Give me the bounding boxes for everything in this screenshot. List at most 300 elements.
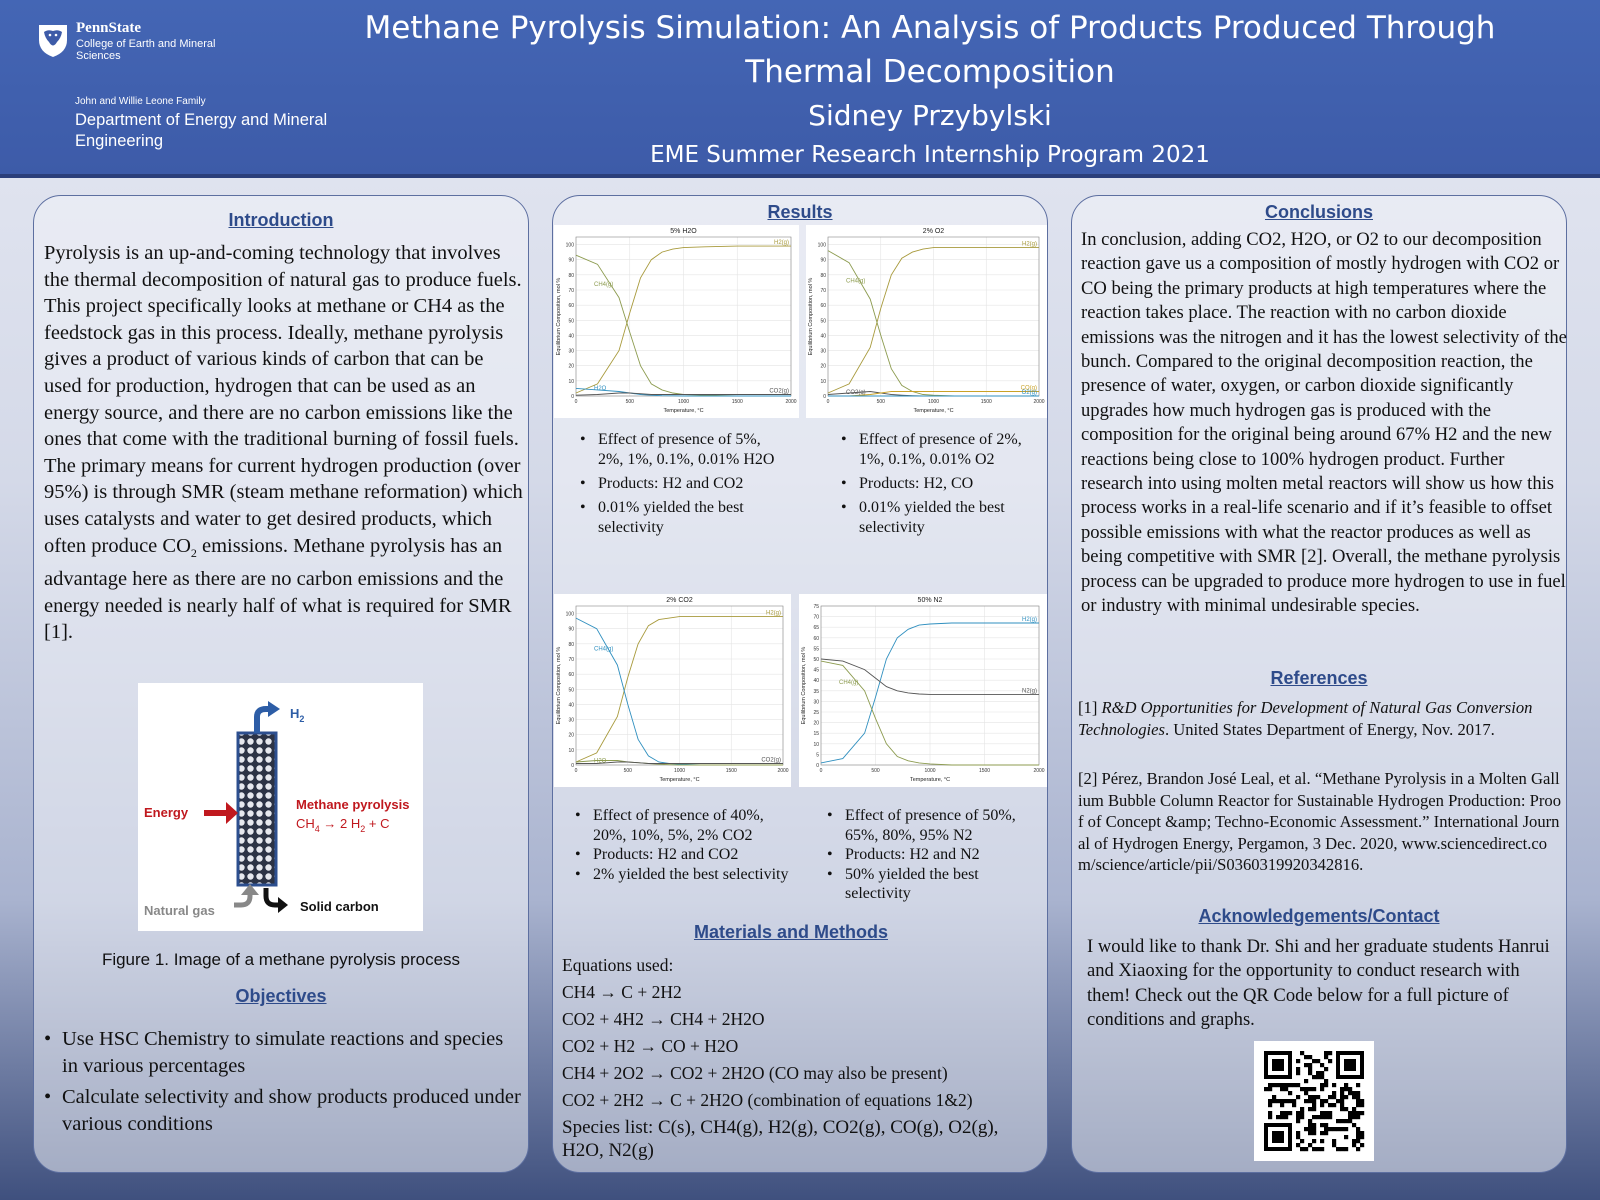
qr-module bbox=[1324, 1083, 1328, 1087]
qr-module bbox=[1320, 1147, 1324, 1151]
series-label: H2O bbox=[594, 386, 607, 393]
equation-5: CO2 + 2H2 → C + 2H2O (combination of equations 1&2) bbox=[562, 1090, 973, 1110]
tick-label-x: 2000 bbox=[1033, 399, 1045, 405]
qr-module bbox=[1300, 1111, 1304, 1115]
equation-2: CO2 + 4H2 → CH4 + 2H2O bbox=[562, 1009, 765, 1029]
qr-module bbox=[1348, 1115, 1352, 1119]
tick-label-x: 1500 bbox=[980, 399, 992, 405]
qr-module bbox=[1304, 1063, 1308, 1067]
qr-module bbox=[1296, 1131, 1300, 1135]
qr-module bbox=[1336, 1127, 1340, 1131]
qr-module bbox=[1356, 1115, 1360, 1119]
qr-module bbox=[1340, 1147, 1344, 1151]
intro-text-subscript: 2 bbox=[190, 545, 197, 560]
qr-module bbox=[1348, 1091, 1352, 1095]
qr-module bbox=[1308, 1071, 1312, 1075]
qr-module bbox=[1268, 1111, 1272, 1115]
qr-module bbox=[1356, 1111, 1360, 1115]
qr-module bbox=[1308, 1055, 1312, 1059]
qr-code-image bbox=[1254, 1041, 1374, 1161]
dept-name: Department of Energy and Mineral Engineering bbox=[75, 111, 328, 150]
results-bullets-h2o bbox=[580, 430, 780, 542]
x-axis-label: Temperature, °C bbox=[663, 408, 704, 414]
qr-module bbox=[1348, 1087, 1352, 1091]
qr-module bbox=[1340, 1127, 1344, 1131]
qr-module bbox=[1312, 1095, 1316, 1099]
tick-label-y: 30 bbox=[813, 699, 819, 706]
result-bullet: • Effect of presence of 5%, 2%, 1%, 0.1%, 0.01% H2O bbox=[580, 430, 780, 470]
qr-module bbox=[1360, 1135, 1364, 1139]
tick-label-y: 65 bbox=[813, 625, 819, 632]
chart-title: 2% O2 bbox=[922, 228, 945, 235]
qr-module bbox=[1308, 1067, 1312, 1071]
qr-module bbox=[1344, 1135, 1348, 1139]
qr-module bbox=[1300, 1107, 1304, 1111]
qr-module bbox=[1316, 1147, 1320, 1151]
qr-module bbox=[1328, 1111, 1332, 1115]
tick-label-x: 0 bbox=[826, 399, 830, 405]
qr-module bbox=[1316, 1115, 1320, 1119]
objectives-list bbox=[44, 1026, 524, 1141]
tick-label-x: 500 bbox=[876, 399, 885, 405]
species-list: Species list: C(s), CH4(g), H2(g), CO2(g), CO(g), O2(g), H2O, N2(g) bbox=[562, 1117, 999, 1161]
poster-title: Methane Pyrolysis Simulation: An Analysis of Products Produced Through Thermal Decomposition bbox=[364, 10, 1496, 90]
chart-50pct-n2 bbox=[799, 594, 1047, 787]
x-axis-label: Temperature, °C bbox=[909, 777, 951, 783]
qr-module bbox=[1324, 1055, 1328, 1059]
qr-module bbox=[1308, 1063, 1312, 1067]
qr-module bbox=[1344, 1095, 1348, 1099]
qr-module bbox=[1304, 1127, 1308, 1131]
qr-module bbox=[1324, 1099, 1328, 1103]
qr-module bbox=[1352, 1111, 1356, 1115]
y-axis-label: Equilibrium Composition, mol % bbox=[808, 277, 814, 356]
qr-module bbox=[1276, 1115, 1280, 1119]
tick-label-y: 40 bbox=[568, 702, 574, 709]
qr-module bbox=[1288, 1083, 1292, 1087]
qr-module bbox=[1340, 1091, 1344, 1095]
natural-gas-label: Natural gas bbox=[144, 903, 215, 918]
qr-module bbox=[1344, 1147, 1348, 1151]
methods-line: Equations used: bbox=[562, 955, 674, 975]
chart-svg bbox=[554, 594, 791, 787]
qr-module bbox=[1320, 1099, 1324, 1103]
qr-module bbox=[1312, 1123, 1316, 1127]
qr-module bbox=[1356, 1099, 1360, 1103]
qr-module bbox=[1312, 1139, 1316, 1143]
qr-module bbox=[1336, 1147, 1340, 1151]
x-axis-label: Temperature, °C bbox=[913, 408, 954, 414]
x-axis-label: Temperature, °C bbox=[659, 777, 700, 783]
qr-module bbox=[1328, 1127, 1332, 1131]
qr-module bbox=[1332, 1083, 1336, 1087]
qr-module bbox=[1268, 1087, 1272, 1091]
qr-module bbox=[1332, 1143, 1336, 1147]
objective-item: • Use HSC Chemistry to simulate reactions and species in various percentages bbox=[44, 1026, 524, 1079]
qr-module bbox=[1320, 1123, 1324, 1127]
qr-module bbox=[1300, 1147, 1304, 1151]
y-axis-label: Equilibrium Composition, mol % bbox=[556, 646, 562, 725]
qr-module bbox=[1324, 1079, 1328, 1083]
qr-module bbox=[1312, 1147, 1316, 1151]
qr-module bbox=[1284, 1111, 1288, 1115]
tick-label-x: 0 bbox=[574, 768, 578, 774]
qr-module bbox=[1332, 1095, 1336, 1099]
tick-label-y: 10 bbox=[568, 378, 574, 385]
tick-label-x: 1000 bbox=[924, 768, 936, 774]
qr-module bbox=[1276, 1099, 1280, 1103]
qr-module bbox=[1296, 1095, 1300, 1099]
pennstate-logo bbox=[36, 20, 236, 70]
qr-module bbox=[1272, 1095, 1276, 1099]
tick-label-y: 0 bbox=[823, 394, 826, 400]
qr-module bbox=[1312, 1127, 1316, 1131]
qr-module bbox=[1332, 1127, 1336, 1131]
qr-module bbox=[1324, 1127, 1328, 1131]
qr-module bbox=[1340, 1099, 1344, 1103]
tick-label-y: 70 bbox=[813, 614, 819, 621]
qr-module bbox=[1340, 1107, 1344, 1111]
tick-label-y: 15 bbox=[813, 731, 819, 738]
qr-module bbox=[1344, 1119, 1348, 1123]
qr-module bbox=[1308, 1099, 1312, 1103]
qr-module bbox=[1320, 1083, 1324, 1087]
qr-module bbox=[1356, 1127, 1360, 1131]
tick-label-y: 50 bbox=[813, 657, 819, 663]
result-bullet: • 0.01% yielded the best selectivity bbox=[841, 498, 1041, 538]
qr-module bbox=[1312, 1115, 1316, 1119]
qr-module bbox=[1328, 1115, 1332, 1119]
series-label: CH4(g) bbox=[594, 646, 614, 653]
tick-label-y: 40 bbox=[568, 333, 574, 340]
solid-carbon-arrowhead bbox=[278, 897, 288, 913]
tick-label-y: 5 bbox=[816, 752, 819, 759]
qr-module bbox=[1284, 1083, 1288, 1087]
equation-3: CO2 + H2 → CO + H2O bbox=[562, 1036, 739, 1056]
qr-module bbox=[1356, 1147, 1360, 1151]
qr-module bbox=[1316, 1095, 1320, 1099]
qr-module bbox=[1288, 1099, 1292, 1103]
qr-module bbox=[1284, 1099, 1288, 1103]
tick-label-y: 35 bbox=[813, 688, 819, 695]
college-name: College of Earth and Mineral Sciences bbox=[76, 38, 216, 62]
tick-label-x: 1500 bbox=[731, 399, 743, 405]
tick-label-x: 1500 bbox=[725, 768, 737, 774]
methane-pyrolysis-label: Methane pyrolysis bbox=[296, 797, 410, 812]
series-label: CO2(g) bbox=[846, 390, 866, 396]
tick-label-x: 500 bbox=[623, 768, 632, 774]
objective-item: • Calculate selectivity and show products produced under various conditions bbox=[44, 1084, 524, 1137]
chart-2pct-co2 bbox=[554, 594, 791, 787]
series-label: O2(g) bbox=[1021, 390, 1037, 396]
qr-module bbox=[1332, 1139, 1336, 1143]
qr-module bbox=[1352, 1143, 1356, 1147]
qr-module bbox=[1352, 1095, 1356, 1099]
qr-module bbox=[1308, 1107, 1312, 1111]
qr-module bbox=[1324, 1051, 1328, 1055]
tick-label-y: 20 bbox=[813, 720, 819, 727]
pyrolysis-diagram bbox=[138, 683, 423, 931]
tick-label-y: 20 bbox=[568, 363, 574, 370]
dept-family-name: John and Willie Leone Family bbox=[75, 96, 206, 107]
result-bullet: • Effect of presence of 40%, 20%, 10%, 5%, 2% CO2 bbox=[575, 806, 790, 845]
qr-module bbox=[1320, 1103, 1324, 1107]
tick-label-y: 75 bbox=[813, 604, 819, 610]
qr-module bbox=[1352, 1107, 1356, 1111]
chart-svg bbox=[799, 594, 1047, 787]
chart-2pct-o2 bbox=[806, 225, 1047, 418]
qr-module bbox=[1356, 1095, 1360, 1099]
qr-module bbox=[1356, 1103, 1360, 1107]
qr-finder-core bbox=[1272, 1059, 1284, 1071]
qr-module bbox=[1340, 1087, 1344, 1091]
qr-module bbox=[1312, 1103, 1316, 1107]
tick-label-y: 80 bbox=[568, 272, 574, 279]
tick-label-y: 0 bbox=[571, 394, 574, 400]
series-label: CH4(g) bbox=[839, 679, 859, 686]
qr-module bbox=[1268, 1099, 1272, 1103]
qr-module bbox=[1360, 1131, 1364, 1135]
reactor-column bbox=[238, 733, 276, 885]
qr-module bbox=[1280, 1083, 1284, 1087]
qr-module bbox=[1280, 1103, 1284, 1107]
qr-module bbox=[1352, 1123, 1356, 1127]
qr-module bbox=[1312, 1131, 1316, 1135]
tick-label-y: 90 bbox=[820, 257, 826, 264]
qr-module bbox=[1296, 1083, 1300, 1087]
result-bullet: • Products: H2 and N2 bbox=[827, 845, 1032, 865]
qr-module bbox=[1324, 1131, 1328, 1135]
results-bullets-co2 bbox=[575, 806, 790, 884]
tick-label-y: 50 bbox=[568, 687, 574, 694]
qr-module bbox=[1344, 1083, 1348, 1087]
equation-4: CH4 + 2O2 → CO2 + 2H2O (CO may also be present) bbox=[562, 1063, 948, 1083]
qr-module bbox=[1300, 1139, 1304, 1143]
acknowledgements-heading: Acknowledgements/Contact bbox=[1198, 906, 1440, 926]
qr-module bbox=[1296, 1059, 1300, 1063]
nittany-lion-shield-icon bbox=[36, 22, 70, 58]
qr-module bbox=[1296, 1071, 1300, 1075]
qr-module bbox=[1356, 1135, 1360, 1139]
qr-module bbox=[1320, 1063, 1324, 1067]
intro-text-a: Pyrolysis is an up-and-coming technology that involves the thermal decomposition of natural gas to produce fuels. This project specifically looks at methane or CH4 as the feedstock gas in this process. Ideally, methane pyrolysis gives a product of various kinds of carbon that can be used for production, hydrogen that can be used as an energy source, and there are no carbon emissions like the ones that come with the traditional burning of fossil fuels. The primary means for current hydrogen production (over 95%) is through SMR (steam methane reformation) which uses catalysts and water to get desired products, which often produce CO bbox=[44, 242, 523, 557]
series-label: CH4(g) bbox=[846, 278, 866, 285]
result-bullet: • Effect of presence of 50%, 65%, 80%, 95% N2 bbox=[827, 806, 1032, 845]
tick-label-y: 90 bbox=[568, 257, 574, 264]
methods-heading: Materials and Methods bbox=[693, 922, 889, 942]
qr-module bbox=[1308, 1119, 1312, 1123]
intro-text-b: emissions. Methane pyrolysis has an advantage here as there are no carbon emissions and the energy needed is nearly half of what is required for SMR [1]. bbox=[44, 534, 512, 644]
introduction-heading: Introduction bbox=[228, 210, 334, 230]
result-bullet: • Products: H2 and CO2 bbox=[575, 845, 790, 865]
chart-svg bbox=[554, 225, 799, 418]
qr-module bbox=[1340, 1119, 1344, 1123]
university-name: PennState bbox=[76, 20, 141, 36]
tick-label-x: 0 bbox=[574, 399, 578, 405]
tick-label-x: 2000 bbox=[777, 768, 789, 774]
tick-label-x: 500 bbox=[625, 399, 634, 405]
tick-label-x: 500 bbox=[871, 768, 880, 774]
tick-label-y: 90 bbox=[568, 626, 574, 633]
qr-module bbox=[1324, 1067, 1328, 1071]
tick-label-y: 20 bbox=[820, 363, 826, 370]
results-bullets-n2 bbox=[827, 806, 1032, 904]
qr-module bbox=[1352, 1139, 1356, 1143]
series-label: CH4(g) bbox=[594, 282, 614, 289]
qr-module bbox=[1308, 1123, 1312, 1127]
program-name: EME Summer Research Internship Program 2021 bbox=[650, 142, 1210, 168]
tick-label-y: 30 bbox=[568, 717, 574, 724]
qr-code[interactable] bbox=[1254, 1041, 1374, 1161]
chart-title: 2% CO2 bbox=[666, 597, 693, 604]
tick-label-y: 70 bbox=[568, 288, 574, 294]
tick-label-y: 30 bbox=[568, 348, 574, 355]
qr-module bbox=[1320, 1139, 1324, 1143]
qr-module bbox=[1280, 1115, 1284, 1119]
tick-label-y: 10 bbox=[813, 741, 819, 748]
tick-label-y: 0 bbox=[571, 763, 574, 769]
tick-label-y: 70 bbox=[568, 657, 574, 663]
title-block bbox=[360, 6, 1500, 172]
tick-label-x: 0 bbox=[819, 768, 823, 774]
qr-module bbox=[1360, 1103, 1364, 1107]
references-heading: References bbox=[1270, 668, 1368, 688]
qr-module bbox=[1324, 1115, 1328, 1119]
qr-module bbox=[1264, 1087, 1268, 1091]
qr-module bbox=[1332, 1103, 1336, 1107]
chart-5pct-h2o bbox=[554, 225, 799, 418]
qr-module bbox=[1308, 1095, 1312, 1099]
qr-finder-core bbox=[1344, 1059, 1356, 1071]
tick-label-y: 60 bbox=[568, 303, 574, 310]
qr-module bbox=[1312, 1087, 1316, 1091]
qr-module bbox=[1324, 1123, 1328, 1127]
qr-module bbox=[1320, 1131, 1324, 1135]
energy-arrow bbox=[204, 802, 238, 824]
h2-label: $H_2$ bbox=[290, 706, 305, 724]
tick-label-y: 30 bbox=[820, 348, 826, 355]
methane-pyrolysis-equation: $CH_4 \to 2$ $H_2 + C$ bbox=[296, 816, 390, 834]
qr-module bbox=[1272, 1099, 1276, 1103]
conclusions-heading: Conclusions bbox=[1264, 202, 1373, 222]
tick-label-y: 25 bbox=[813, 710, 819, 716]
tick-label-y: 50 bbox=[568, 318, 574, 325]
qr-module bbox=[1300, 1087, 1304, 1091]
qr-module bbox=[1288, 1111, 1292, 1115]
qr-module bbox=[1340, 1095, 1344, 1099]
qr-module bbox=[1352, 1091, 1356, 1095]
reference-1-number: [1] bbox=[1078, 698, 1102, 717]
qr-module bbox=[1332, 1091, 1336, 1095]
solid-carbon-outlet bbox=[266, 888, 280, 905]
tick-label-x: 1000 bbox=[673, 768, 686, 774]
tick-label-x: 2000 bbox=[1033, 768, 1045, 774]
result-bullet: • Products: H2, CO bbox=[841, 474, 1041, 494]
qr-module bbox=[1296, 1115, 1300, 1119]
qr-module bbox=[1320, 1087, 1324, 1091]
tick-label-y: 20 bbox=[568, 732, 574, 739]
tick-label-y: 100 bbox=[817, 242, 826, 249]
tick-label-y: 60 bbox=[813, 635, 819, 642]
qr-module bbox=[1304, 1055, 1308, 1059]
qr-module bbox=[1292, 1099, 1296, 1103]
qr-module bbox=[1292, 1083, 1296, 1087]
chart-svg bbox=[806, 225, 1047, 418]
series-label: H2(g) bbox=[773, 240, 789, 247]
tick-label-y: 55 bbox=[813, 646, 819, 653]
qr-module bbox=[1276, 1083, 1280, 1087]
qr-module bbox=[1272, 1083, 1276, 1087]
qr-module bbox=[1320, 1071, 1324, 1075]
qr-module bbox=[1312, 1099, 1316, 1103]
tick-label-y: 60 bbox=[820, 303, 826, 310]
qr-module bbox=[1308, 1087, 1312, 1091]
qr-module bbox=[1356, 1091, 1360, 1095]
qr-module bbox=[1268, 1083, 1272, 1087]
qr-module bbox=[1308, 1143, 1312, 1147]
qr-module bbox=[1320, 1111, 1324, 1115]
qr-module bbox=[1328, 1051, 1332, 1055]
figure-caption: Figure 1. Image of a methane pyrolysis process bbox=[101, 950, 461, 969]
qr-module bbox=[1336, 1119, 1340, 1123]
reference-2: [2] Pérez, Brandon José Leal, et al. “Methane Pyrolysis in a Molten Gallium Bubble Column Reactor for Sustainable Hydrogen Production: Proof of Concept &amp; Techno-Economic Assessment.” International Journal of Hydrogen Energy, Pergamon, 3 Dec. 2020, www.sciencedirect.com/science/article/pii/S0360319920342816. bbox=[1078, 769, 1562, 875]
qr-module bbox=[1296, 1135, 1300, 1139]
qr-module bbox=[1344, 1127, 1348, 1131]
qr-module bbox=[1280, 1087, 1284, 1091]
poster-header bbox=[0, 0, 1600, 178]
series-label: H2(g) bbox=[765, 610, 781, 617]
conclusions-text: In conclusion, adding CO2, H2O, or O2 to our decomposition reaction gave us a composition of mostly hydrogen with CO2 or CO being the primary products at high temperatures where the reaction takes place. The reaction with no carbon dioxide emissions was the nitrogen and it has the lowest selectivity of the bunch. Compared to the original decomposition reaction, the presence of water, oxygen, or carbon dioxide significantly upgrades how much hydrogen gas is produced with the composition for the original being around 67% H2 and the new reactions being close to 100% hydrogen product. Further research into using molten metal reactors will show us how this process works in a real-life scenario and if it’s feasible to offset possible emissions with what the reactor produces as well as being competitive with SMR [2]. Overall, the methane pyrolysis process can be upgraded to produce more hydrogen to use in fuel or industry with minimal undesirable species. bbox=[1081, 229, 1567, 617]
series-label: CO2(g) bbox=[769, 388, 789, 395]
tick-label-y: 50 bbox=[820, 318, 826, 325]
reference-1-title: R&D Opportunities for Development of Natural Gas Conversion Technologies bbox=[1078, 698, 1533, 739]
tick-label-y: 100 bbox=[565, 611, 574, 618]
qr-module bbox=[1360, 1143, 1364, 1147]
qr-module bbox=[1352, 1115, 1356, 1119]
tick-label-y: 80 bbox=[820, 272, 826, 279]
qr-module bbox=[1304, 1079, 1308, 1083]
qr-module bbox=[1268, 1103, 1272, 1107]
series-label: H2(g) bbox=[1021, 616, 1037, 623]
qr-module bbox=[1308, 1131, 1312, 1135]
objectives-heading: Objectives bbox=[235, 986, 327, 1006]
tick-label-x: 1000 bbox=[927, 399, 940, 405]
chart-title: 50% N2 bbox=[917, 597, 943, 604]
qr-module bbox=[1312, 1075, 1316, 1079]
tick-label-y: 10 bbox=[568, 747, 574, 754]
chart-title: 5% H2O bbox=[670, 228, 697, 235]
tick-label-y: 60 bbox=[568, 672, 574, 679]
tick-label-x: 1000 bbox=[677, 399, 690, 405]
equation-1: CH4 → C + 2H2 bbox=[562, 982, 682, 1002]
qr-module bbox=[1304, 1087, 1308, 1091]
series-label: H2(g) bbox=[1021, 241, 1037, 248]
series-label: N2(g) bbox=[1021, 688, 1037, 695]
series-label: CO2(g) bbox=[761, 757, 781, 764]
qr-module bbox=[1360, 1111, 1364, 1115]
qr-module bbox=[1348, 1111, 1352, 1115]
qr-module bbox=[1300, 1051, 1304, 1055]
series-label: H2O bbox=[594, 758, 607, 765]
reference-1-rest: . United States Department of Energy, Nov. 2017. bbox=[1164, 719, 1495, 739]
qr-module bbox=[1296, 1067, 1300, 1071]
qr-module bbox=[1284, 1115, 1288, 1119]
tick-label-y: 70 bbox=[820, 288, 826, 294]
acknowledgements-text: I would like to thank Dr. Shi and her graduate students Hanrui and Xiaoxing for the opportunity to conduct research with them! Check out the QR Code below for a full picture of conditions and graphs. bbox=[1087, 936, 1550, 1031]
qr-module bbox=[1348, 1119, 1352, 1123]
qr-module bbox=[1320, 1075, 1324, 1079]
qr-module bbox=[1308, 1127, 1312, 1131]
